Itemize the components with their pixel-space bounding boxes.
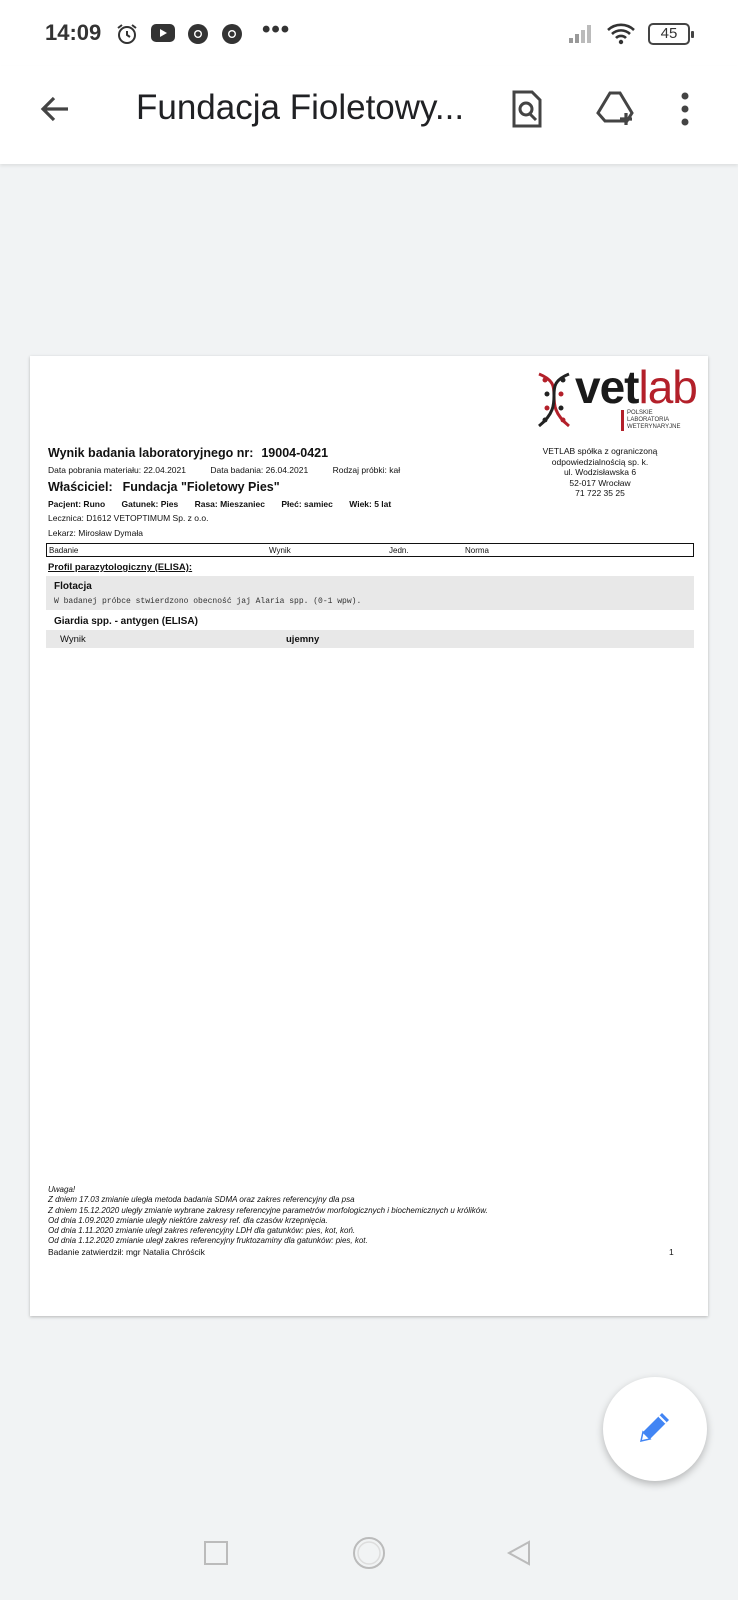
- header-test: Badanie: [49, 546, 79, 555]
- report-meta: Data pobrania materiału: 22.04.2021 Data badania: 26.04.2021 Rodzaj próbki: kał: [48, 465, 401, 475]
- system-nav-bar: [0, 1510, 738, 1600]
- status-bar: [0, 0, 738, 66]
- youtube-icon: [150, 22, 176, 49]
- report-number: 19004-0421: [261, 446, 329, 460]
- more-options-button[interactable]: [670, 84, 700, 138]
- owner-line: Właściciel: Fundacja "Fioletowy Pies": [48, 480, 280, 494]
- home-button[interactable]: [346, 1532, 392, 1578]
- profile-title: Profil parazytologiczny (ELISA):: [48, 562, 193, 573]
- doctor-line: Lekarz: Mirosław Dymała: [48, 528, 143, 538]
- flotation-result: W badanej próbce stwierdzono obecność jaj Alaria spp. (0-1 wpw).: [54, 597, 362, 606]
- report-notes: Uwaga! Z dniem 17.03 zmianie uległa metoda badania SDMA oraz zakres referencyjny dla psa Z dniem 15.12.2020 uległy zmianie wybrane zakresy referencyjne parametrów morfologicznych i biochemicznych u królików. Od dnia 1.09.2020 zmianie uległy niektóre zakresy ref. dla czasów krzepnięcia. Od dnia 1.11.2020 zmianie uległ zakres referencyjny LDH dla gatunków: pies, kot, koń. Od dnia 1.12.2020 zmianie uległ zakres referencyjny fruktozaminy dla gatunków: pies, kot.: [48, 1185, 488, 1246]
- alarm-icon: [115, 22, 139, 51]
- giardia-title: Giardia spp. - antygen (ELISA): [54, 616, 198, 627]
- arrow-back-icon: [38, 92, 72, 131]
- edit-pencil-icon: [635, 1407, 675, 1452]
- page-number: 1: [669, 1247, 674, 1257]
- chrome-icon: [220, 22, 244, 51]
- header-norm: Norma: [465, 546, 490, 555]
- more-notifications: •••: [262, 16, 291, 43]
- recent-apps-icon: [203, 1540, 229, 1571]
- document-page[interactable]: [30, 356, 708, 1316]
- app-bar: [0, 66, 738, 164]
- logo-wordmark: vetlab: [575, 361, 697, 413]
- clinic-line: Lecznica: D1612 VETOPTIMUM Sp. z o.o.: [48, 513, 209, 523]
- flotation-section: [46, 576, 694, 610]
- add-to-drive-button[interactable]: [590, 84, 644, 138]
- header-result: Wynik: [269, 546, 291, 555]
- back-nav-button[interactable]: [496, 1532, 542, 1578]
- patient-info: Pacjent: Runo Gatunek: Pies Rasa: Mieszaniec Płeć: samiec Wiek: 5 lat: [48, 499, 392, 509]
- header-unit: Jedn.: [389, 546, 409, 555]
- table-row: [46, 630, 694, 648]
- recent-apps-button[interactable]: [193, 1532, 239, 1578]
- result-value: ujemny: [286, 634, 320, 645]
- signal-icon: [568, 22, 596, 49]
- find-in-page-icon: [510, 90, 544, 133]
- more-vert-icon: [680, 92, 690, 131]
- back-button[interactable]: [30, 86, 80, 136]
- logo-subtitle: POLSKIE LABORATORIA WETERYNARYJNE: [621, 410, 685, 431]
- status-time: 14:09: [45, 20, 102, 45]
- result-label: Wynik: [60, 634, 86, 645]
- battery-indicator: 45: [648, 23, 690, 45]
- find-in-page-button[interactable]: [500, 84, 554, 138]
- chrome-icon: [186, 22, 210, 51]
- add-to-drive-icon: [596, 91, 638, 132]
- edit-button[interactable]: [603, 1377, 707, 1481]
- lab-address: VETLAB spółka z ograniczoną odpowiedzialnością sp. k. ul. Wodzisławska 6 52-017 Wrocław 71 722 35 25: [542, 446, 658, 498]
- dna-helix-icon: [535, 372, 573, 430]
- flotation-title: Flotacja: [54, 581, 92, 592]
- approved-by: Badanie zatwierdził: mgr Natalia Chróścik: [48, 1247, 205, 1257]
- results-table-header: [46, 543, 694, 557]
- wifi-icon: [606, 22, 636, 51]
- document-title: Fundacja Fioletowy...: [136, 88, 465, 127]
- vetlab-logo: [535, 361, 697, 430]
- report-title: Wynik badania laboratoryjnego nr: 19004-0421: [48, 446, 329, 460]
- back-triangle-icon: [505, 1539, 533, 1572]
- home-icon: [351, 1535, 387, 1576]
